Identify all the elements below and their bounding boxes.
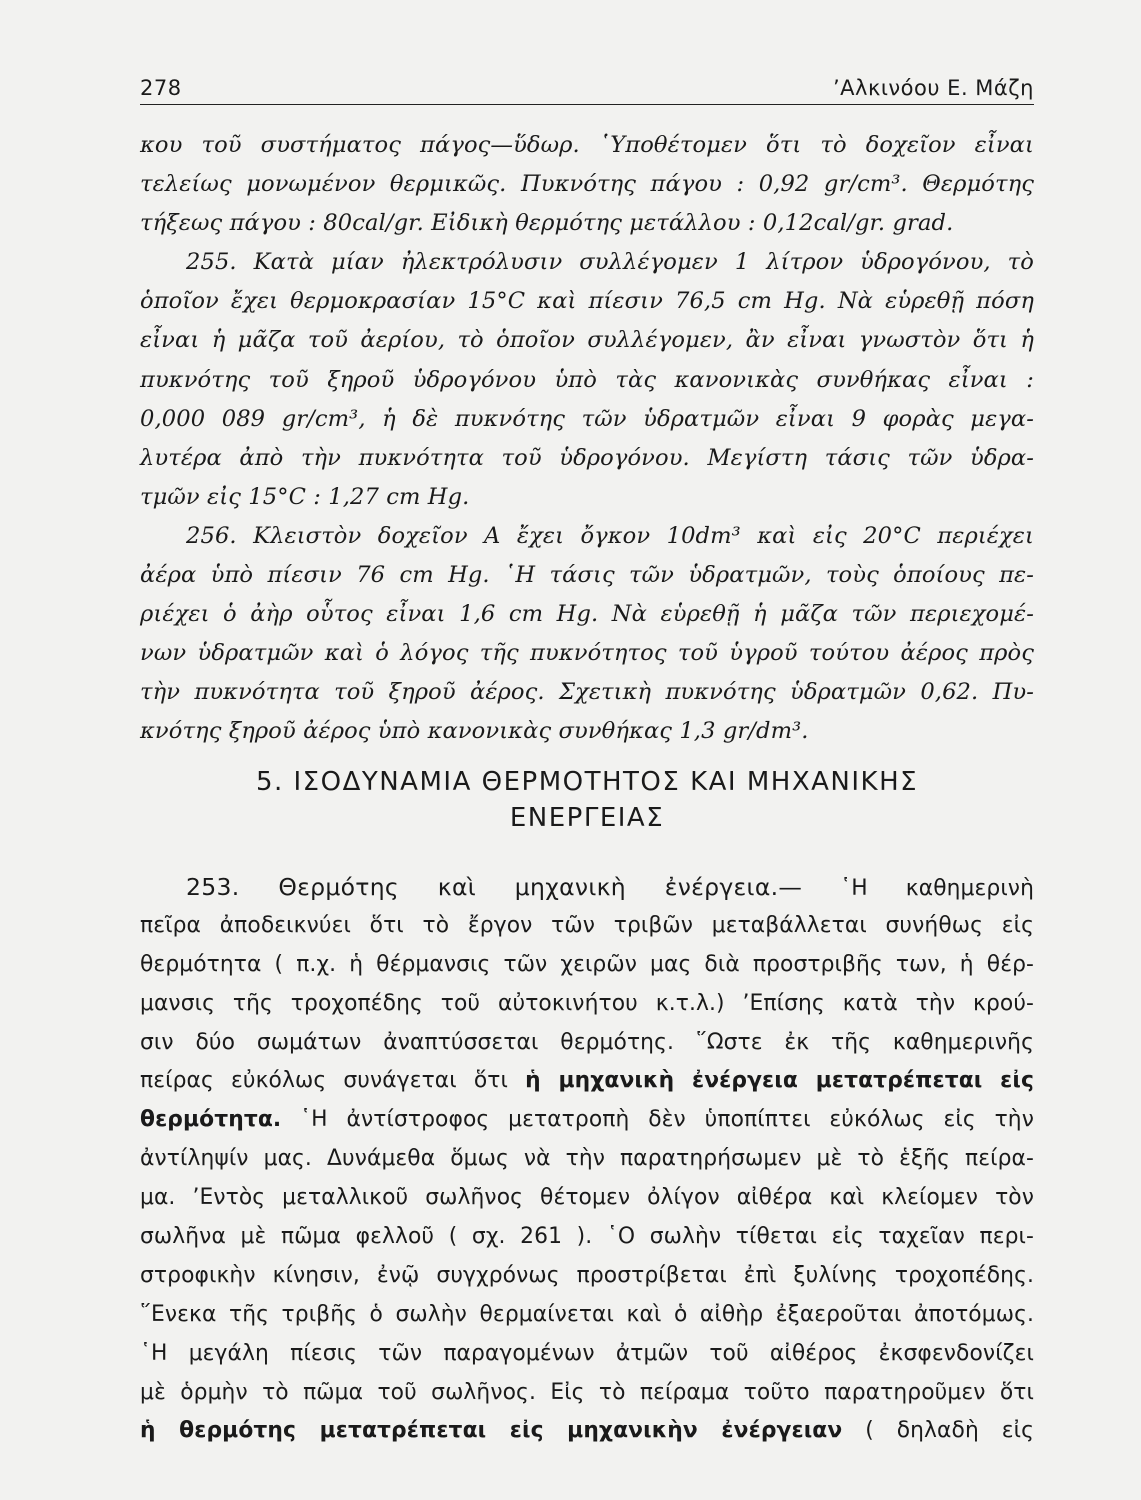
text-line: πεῖρα ἀποδεικνύει ὅτι τὸ ἔργον τῶν τριβῶν μεταβάλλεται συνήθως εἰς (140, 912, 1034, 938)
text-line (140, 1412, 1034, 1451)
problems-block (140, 126, 1034, 752)
text-line: τήξεως πάγου : 80cal/gr. Εἰδικὴ θερμότης μετάλλου : 0,12cal/gr. grad. (140, 210, 954, 237)
text-line: ἀντίληψίν μας. Δυνάμεθα ὅμως νὰ τὴν παρατηρήσωμεν μὲ τὸ ἑξῆς πείρα- (140, 1146, 1034, 1172)
text-line: θερμότητα ( π.χ. ἡ θέρμανσις τῶν χειρῶν μας διὰ προστριβῆς των, ἡ θέρ- (140, 951, 1034, 977)
text-line: μὲ ὁρμὴν τὸ πῶμα τοῦ σωλῆνος. Εἰς τὸ πείραμα τοῦτο παρατηροῦμεν ὅτι (140, 1379, 1034, 1405)
text-fragment: ῾Η ἀντίστροφος μετατροπὴ δὲν ὑποπίπτει εὐκόλως εἰς τὴν (281, 1107, 1034, 1133)
section-title-line-1: 5. ΙΣΟΔΥΝΑΜΙΑ ΘΕΡΜΟΤΗΤΟΣ ΚΑΙ ΜΗΧΑΝΙΚΗΣ (255, 767, 919, 797)
page-number: 278 (140, 76, 182, 100)
emphasis-text: ἡ μηχανικὴ ἐνέργεια μετατρέπεται εἰς (525, 1068, 1034, 1094)
article-253 (140, 868, 1034, 1451)
section-title (140, 764, 1034, 836)
text-line: κου τοῦ συστήματος πάγος—ὕδωρ. ῾Υποθέτομεν ὅτι τὸ δοχεῖον εἶναι (140, 132, 1034, 158)
running-head: ’Αλκινόου Ε. Μάζη (832, 76, 1034, 100)
text-line: ὁποῖον ἔχει θερμοκρασίαν 15°C καὶ πίεσιν 76,5 cm Hg. Νὰ εὑρεθῇ πόση (140, 288, 1034, 315)
page-header (140, 74, 1034, 106)
text-line: μα. ’Εντὸς μεταλλικοῦ σωλῆνος θέτομεν ὀλίγον αἰθέρα καὶ κλείομεν τὸν (140, 1185, 1034, 1211)
header-rule (140, 104, 1034, 105)
article-heading: 253. Θερμότης καὶ μηχανικὴ ἐνέργεια.— (186, 873, 803, 901)
text-line: μανσις τῆς τροχοπέδης τοῦ αὐτοκινήτου κ.τ.λ.) ’Επίσης κατὰ τὴν κρού- (140, 990, 1034, 1016)
text-line: τελείως μονωμένον θερμικῶς. Πυκνότης πάγου : 0,92 gr/cm³. Θερμότης (140, 171, 1034, 198)
text-line: ῞Ενεκα τῆς τριβῆς ὁ σωλὴν θερμαίνεται καὶ ὁ αἰθὴρ ἐξαεροῦται ἀποτόμως. (140, 1301, 1034, 1327)
emphasis-text: θερμότητα. (140, 1107, 282, 1133)
text-line: σωλῆνα μὲ πῶμα φελλοῦ ( σχ. 261 ). ῾Ο σωλὴν τίθεται εἰς ταχεῖαν περι- (140, 1224, 1034, 1250)
text-fragment: ῾Η καθημερινὴ (802, 876, 1034, 901)
text-line: εἶναι ἡ μᾶζα τοῦ ἀερίου, τὸ ὁποῖον συλλέγομεν, ἂν εἶναι γνωστὸν ὅτι ἡ (140, 327, 1034, 354)
article-heading-line (140, 868, 1034, 907)
text-line: στροφικὴν κίνησιν, ἐνῷ συγχρόνως προστρίβεται ἐπὶ ξυλίνης τροχοπέδης. (140, 1262, 1034, 1288)
text-line: τὴν πυκνότητα τοῦ ξηροῦ ἀέρος. Σχετικὴ πυκνότης ὑδρατμῶν 0,62. Πυ- (140, 679, 1034, 706)
text-line: σιν δύο σωμάτων ἀναπτύσσεται θερμότης. ῞Ωστε ἐκ τῆς καθημερινῆς (140, 1029, 1034, 1055)
text-line (140, 1101, 1034, 1140)
text-line: πυκνότης τοῦ ξηροῦ ὑδρογόνου ὑπὸ τὰς κανονικὰς συνθήκας εἶναι : (140, 366, 1034, 393)
section-title-line-2: ΕΝΕΡΓΕΙΑΣ (509, 803, 665, 833)
text-line: ριέχει ὁ ἀὴρ οὗτος εἶναι 1,6 cm Hg. Νὰ εὑρεθῇ ἡ μᾶζα τῶν περιεχομέ- (140, 601, 1034, 628)
text-line: ἀέρα ὑπὸ πίεσιν 76 cm Hg. ῾Η τάσις τῶν ὑδρατμῶν, τοὺς ὁποίους πε- (140, 562, 1034, 589)
text-line (140, 1062, 1034, 1101)
text-line: 0,000 089 gr/cm³, ἡ δὲ πυκνότης τῶν ὑδρατμῶν εἶναι 9 φορὰς μεγα- (140, 405, 1034, 432)
text-line: κνότης ξηροῦ ἀέρος ὑπὸ κανονικὰς συνθήκας 1,3 gr/dm³. (140, 718, 809, 745)
text-fragment: πείρας εὐκόλως συνάγεται ὅτι (140, 1068, 526, 1094)
emphasis-text: ἡ θερμότης μετατρέπεται εἰς μηχανικὴν ἐνέργειαν (140, 1418, 843, 1444)
problem-255-start: 255. Κατὰ μίαν ἠλεκτρόλυσιν συλλέγομεν 1 λίτρον ὑδρογόνου, τὸ (186, 249, 1034, 276)
text-line: λυτέρα ἀπὸ τὴν πυκνότητα τοῦ ὑδρογόνου. Μεγίστη τάσις τῶν ὑδρα- (140, 444, 1034, 471)
problem-256-start: 256. Κλειστὸν δοχεῖον Α ἔχει ὄγκον 10dm³ καὶ εἰς 20°C περιέχει (186, 522, 1034, 549)
text-line: ῾Η μεγάλη πίεσις τῶν παραγομένων ἀτμῶν τοῦ αἰθέρος ἐκσφενδονίζει (140, 1340, 1034, 1366)
text-line: νων ὑδρατμῶν καὶ ὁ λόγος τῆς πυκνότητος τοῦ ὑγροῦ τούτου ἀέρος πρὸς (140, 640, 1034, 667)
text-fragment: ( δηλαδὴ εἰς (842, 1418, 1035, 1444)
text-line: τμῶν εἰς 15°C : 1,27 cm Hg. (140, 483, 470, 510)
